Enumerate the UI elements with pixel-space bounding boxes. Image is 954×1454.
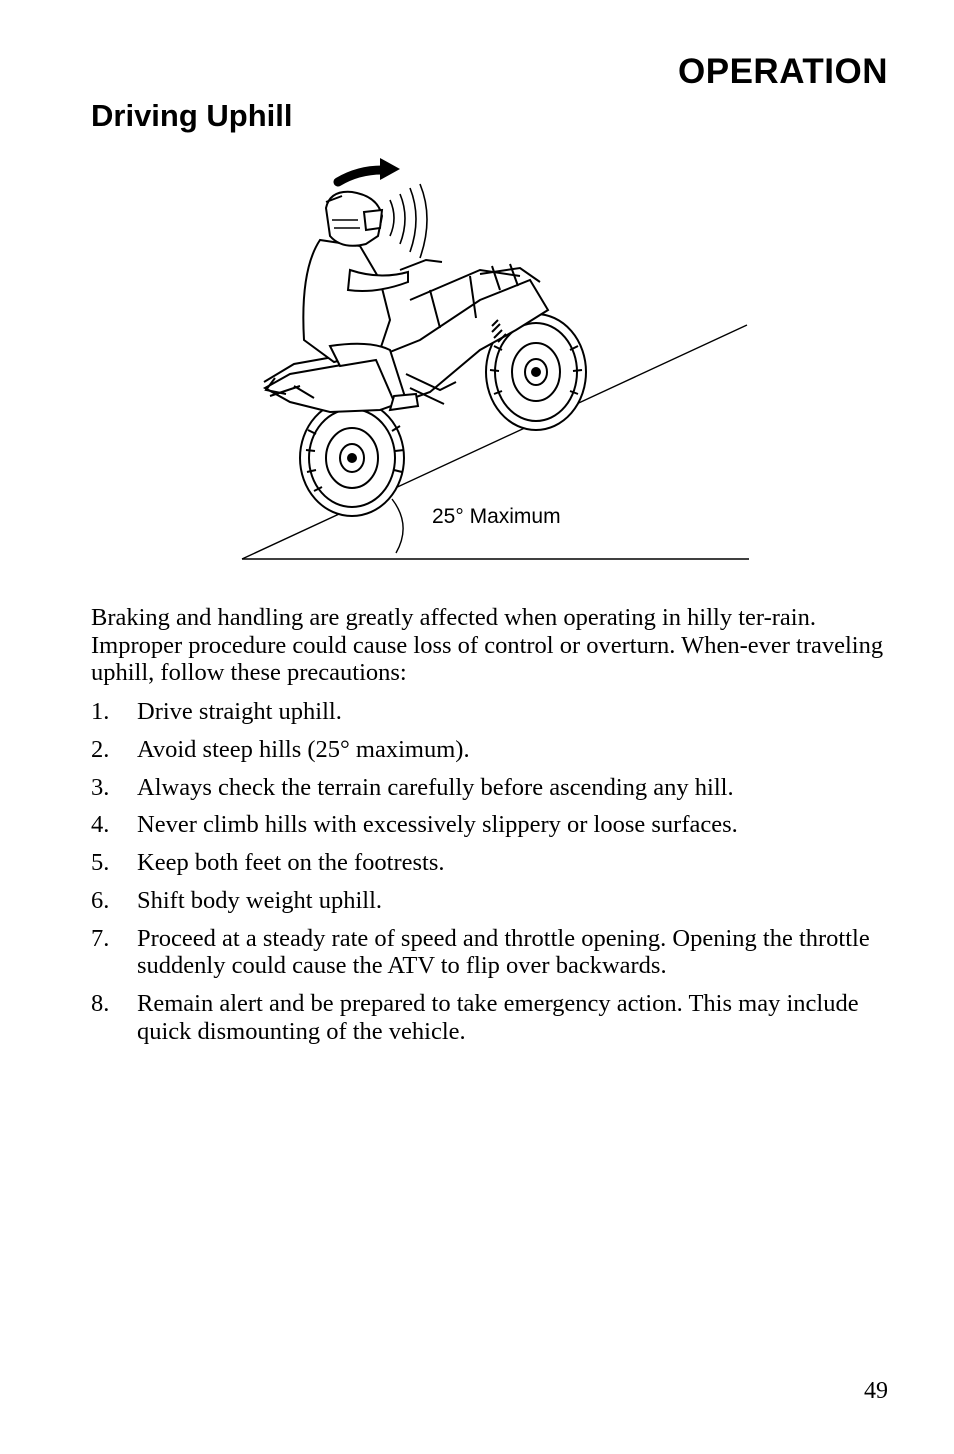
step-text: Proceed at a steady rate of speed and throttle opening. Opening the throttle suddenly could cause the ATV to flip over backwards. (137, 924, 870, 980)
step-number: 2. (91, 735, 110, 763)
list-item (91, 698, 891, 726)
helmet-icon (326, 192, 382, 246)
rider-arm (348, 270, 408, 291)
step-number: 6. (91, 886, 110, 914)
angle-arc (392, 499, 403, 553)
rear-wheel (300, 400, 404, 516)
list-item (91, 887, 891, 915)
uphill-figure (230, 150, 760, 570)
motion-lines-icon (390, 184, 427, 258)
list-item (91, 774, 891, 802)
step-text: Drive straight uphill. (137, 698, 342, 725)
atv-uphill-illustration (230, 150, 760, 570)
step-text: Never climb hills with excessively slippery or loose surfaces. (137, 811, 738, 839)
step-text: Shift body weight uphill. (137, 886, 382, 914)
page-heading: Driving Uphill (91, 98, 293, 133)
precaution-list (91, 698, 891, 1055)
step-text: Remain alert and be prepared to take emergency action. This may include quick dismounting of the vehicle. (137, 990, 859, 1045)
step-text: Avoid steep hills (25° maximum). (137, 735, 470, 763)
intro-paragraph: Braking and handling are greatly affected when operating in hilly ter-rain. Improper procedure could cause loss of control or overturn. When-ever traveling uphill, follow these precautions: (91, 604, 884, 686)
step-text: Always check the terrain carefully before ascending any hill. (137, 773, 734, 801)
list-item (91, 990, 891, 1045)
list-item (91, 736, 891, 764)
lean-forward-arrow-icon (338, 158, 400, 182)
rider-boot (390, 394, 418, 410)
step-text: Keep both feet on the footrests. (137, 849, 445, 877)
list-item (91, 811, 891, 839)
angle-label: 25° Maximum (432, 505, 561, 528)
list-item (91, 925, 891, 980)
step-number: 8. (91, 990, 110, 1018)
section-title: OPERATION (678, 52, 888, 91)
page-number: 49 (864, 1378, 888, 1404)
list-item (91, 849, 891, 877)
step-number: 5. (91, 849, 110, 877)
step-number: 1. (91, 698, 110, 725)
step-number: 4. (91, 811, 110, 839)
step-number: 3. (91, 773, 110, 801)
step-number: 7. (91, 924, 110, 952)
